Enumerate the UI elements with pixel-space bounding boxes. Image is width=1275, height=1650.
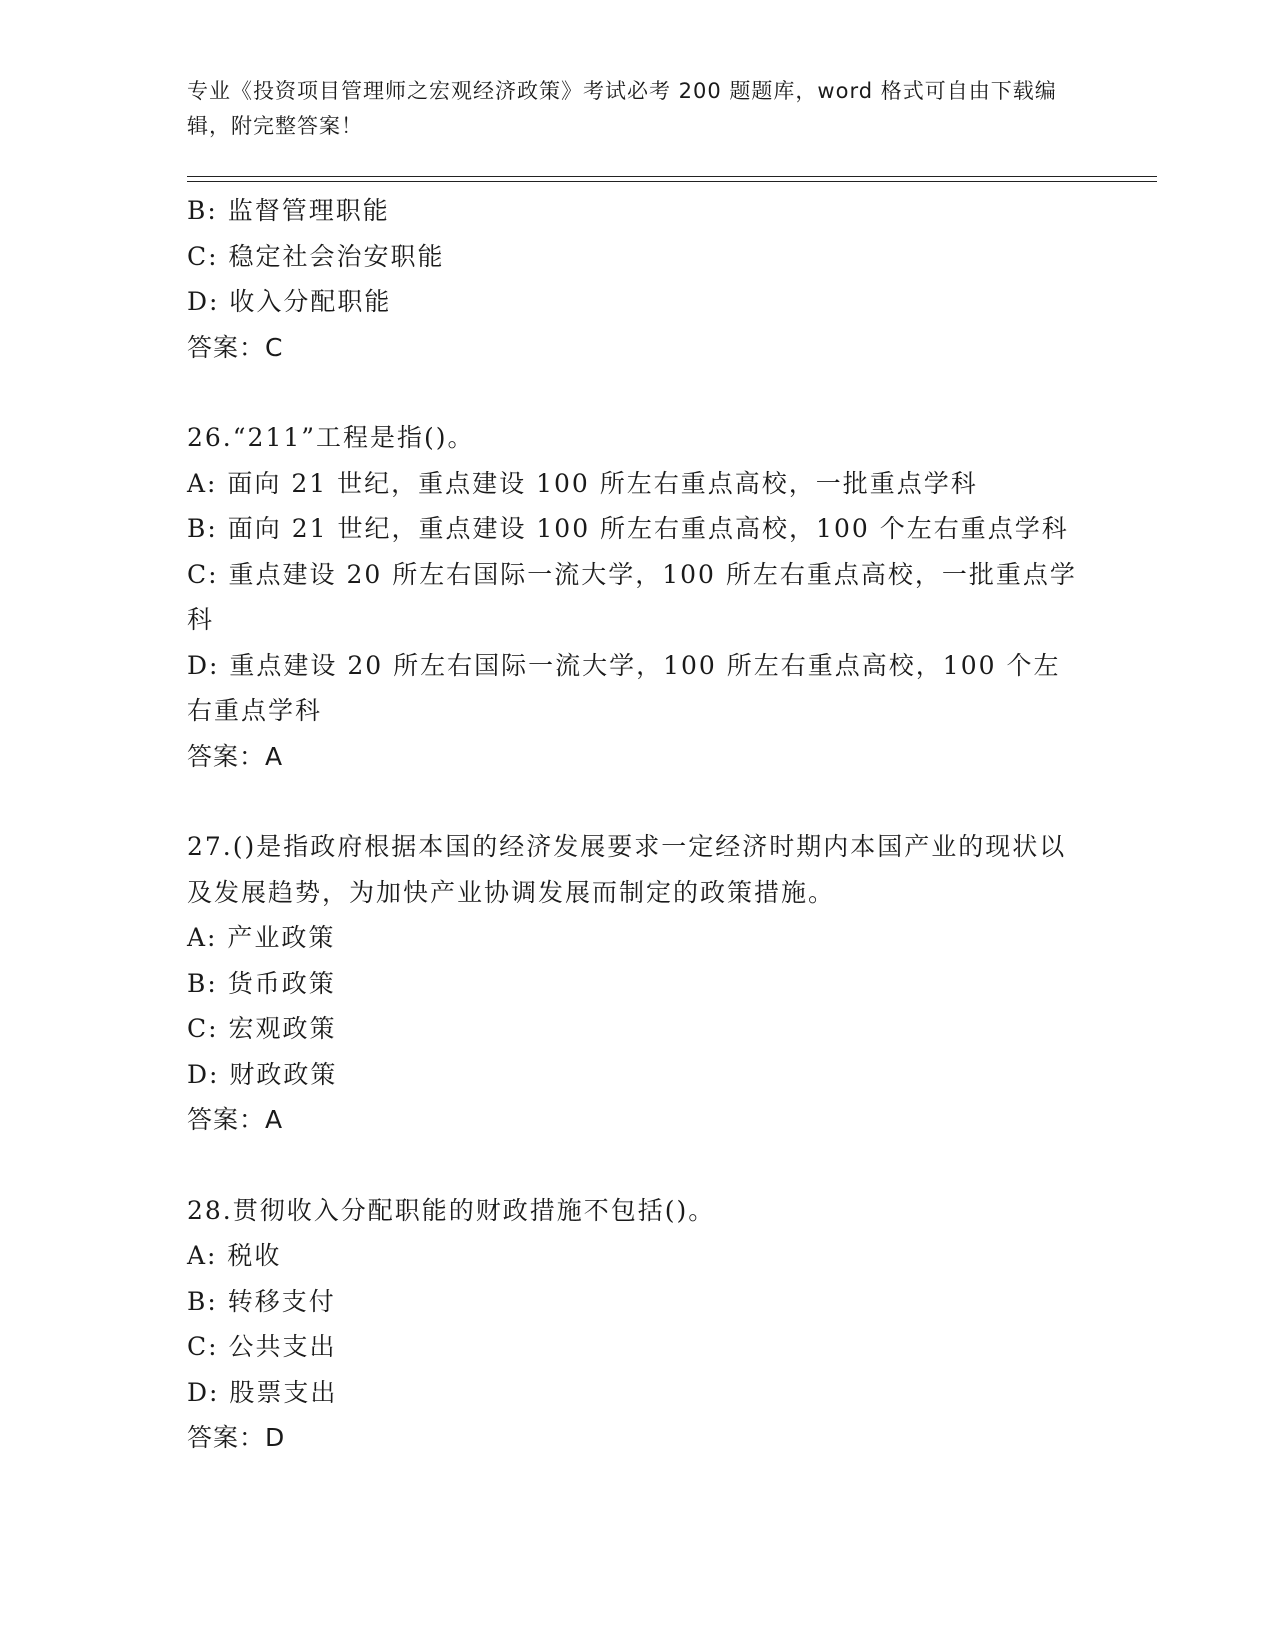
option-c: C: 公共支出 xyxy=(187,1332,337,1361)
answer-line: 答案：C xyxy=(187,332,284,362)
question-block-28 xyxy=(187,1188,1157,1461)
option-c: C: 宏观政策 xyxy=(187,1014,337,1043)
document-page xyxy=(187,74,1157,1461)
document-content xyxy=(187,188,1157,1461)
document-header: 专业《投资项目管理师之宏观经济政策》考试必考 200 题题库，word 格式可自由下载编辑，附完整答案！ xyxy=(187,79,1057,138)
option-d: D: 股票支出 xyxy=(187,1377,338,1407)
option-d: D: 财政政策 xyxy=(187,1059,338,1089)
option-b: B: 转移支付 xyxy=(187,1286,336,1316)
option-d: D: 重点建设 20 所左右国际一流大学，100 所左右重点高校，100 个左右重点学科 xyxy=(187,650,1061,725)
question-block-26 xyxy=(187,415,1157,779)
option-c: C: 稳定社会治安职能 xyxy=(187,241,445,271)
answer-line: 答案：A xyxy=(187,1105,284,1134)
question-block-27 xyxy=(187,824,1157,1143)
header-divider xyxy=(187,176,1157,182)
option-a: A: 产业政策 xyxy=(187,923,336,952)
option-b: B: 货币政策 xyxy=(187,968,336,998)
option-b: B: 面向 21 世纪，重点建设 100 所左右重点高校，100 个左右重点学科 xyxy=(187,514,1069,543)
answer-line: 答案：D xyxy=(187,1423,286,1452)
question-stem: 28.贯彻收入分配职能的财政措施不包括()。 xyxy=(187,1195,716,1225)
option-d: D: 收入分配职能 xyxy=(187,287,392,316)
answer-line: 答案：A xyxy=(187,741,284,771)
option-c: C: 重点建设 20 所左右国际一流大学，100 所左右重点高校，一批重点学科 xyxy=(187,559,1077,634)
question-block-25 xyxy=(187,188,1157,370)
option-a: A: 面向 21 世纪，重点建设 100 所左右重点高校，一批重点学科 xyxy=(187,468,978,498)
question-stem: 26.“211”工程是指()。 xyxy=(187,423,475,452)
option-b: B: 监督管理职能 xyxy=(187,196,390,225)
question-stem: 27.()是指政府根据本国的经济发展要求一定经济时期内本国产业的现状以及发展趋势，为加快产业协调发展而制定的政策措施。 xyxy=(187,832,1067,907)
option-a: A: 税收 xyxy=(187,1241,282,1270)
